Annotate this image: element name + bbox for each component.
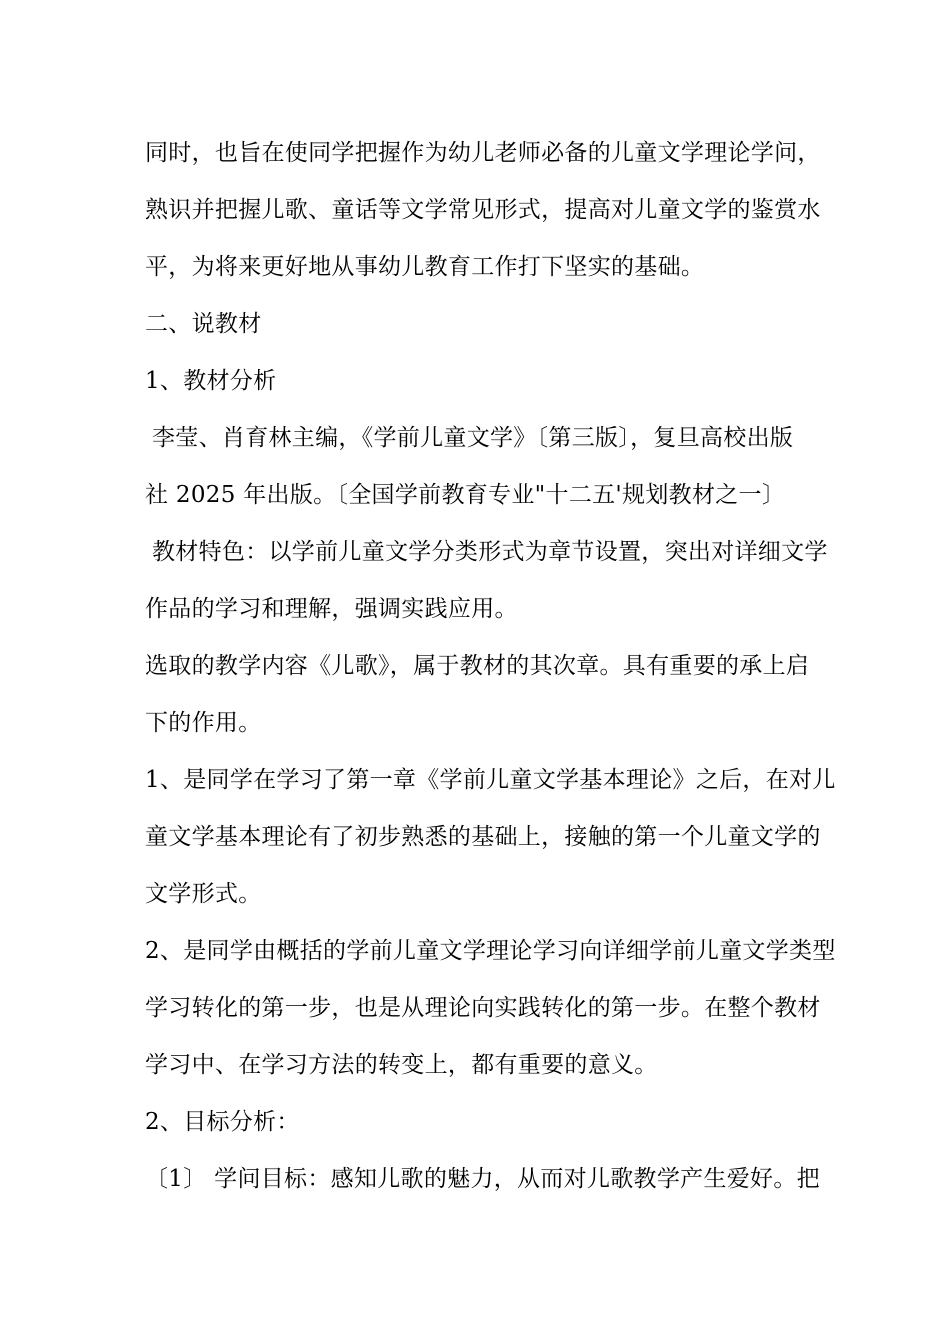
subsection-heading: 1、教材分析 xyxy=(145,368,277,394)
paragraph-line: 熟识并把握儿歌、童话等文学常见形式，提高对儿童文学的鉴赏水 xyxy=(145,197,821,223)
paragraph-line: 学习中、在学习方法的转变上，都有重要的意义。 xyxy=(145,1052,658,1078)
paragraph-line: 2、是同学由概括的学前儿童文学理论学习向详细学前儿童文学类型 xyxy=(145,938,836,964)
subsection-heading: 2、目标分析： xyxy=(145,1109,300,1135)
paragraph-line: 同时，也旨在使同学把握作为幼儿老师必备的儿童文学理论学问， xyxy=(145,140,821,166)
paragraph-line: 选取的教学内容《儿歌》，属于教材的其次章。具有重要的承上启 xyxy=(145,653,810,679)
paragraph-line: 1、是同学在学习了第一章《学前儿童文学基本理论》之后，在对儿 xyxy=(145,767,836,793)
section-heading: 二、说教材 xyxy=(145,311,262,337)
paragraph-line: 作品的学习和理解，强调实践应用。 xyxy=(145,596,518,622)
paragraph-line: 学习转化的第一步，也是从理论向实践转化的第一步。在整个教材 xyxy=(145,995,821,1021)
paragraph-line: 下的作用。 xyxy=(145,710,262,736)
paragraph-line: 文学形式。 xyxy=(145,881,262,907)
paragraph-line: 〔1〕 学问目标：感知儿歌的魅力，从而对儿歌教学产生爱好。把 xyxy=(145,1166,820,1192)
paragraph-line: 李莹、肖育林主编，《学前儿童文学》〔第三版〕，复旦高校出版 xyxy=(152,425,794,451)
paragraph-line: 社 2025 年出版。〔全国学前教育专业"十二五'规划教材之一〕 xyxy=(145,482,786,508)
paragraph-line: 教材特色：以学前儿童文学分类形式为章节设置，突出对详细文学 xyxy=(152,539,828,565)
paragraph-line: 平，为将来更好地从事幼儿教育工作打下坚实的基础。 xyxy=(145,254,705,280)
paragraph-line: 童文学基本理论有了初步熟悉的基础上，接触的第一个儿童文学的 xyxy=(145,824,821,850)
